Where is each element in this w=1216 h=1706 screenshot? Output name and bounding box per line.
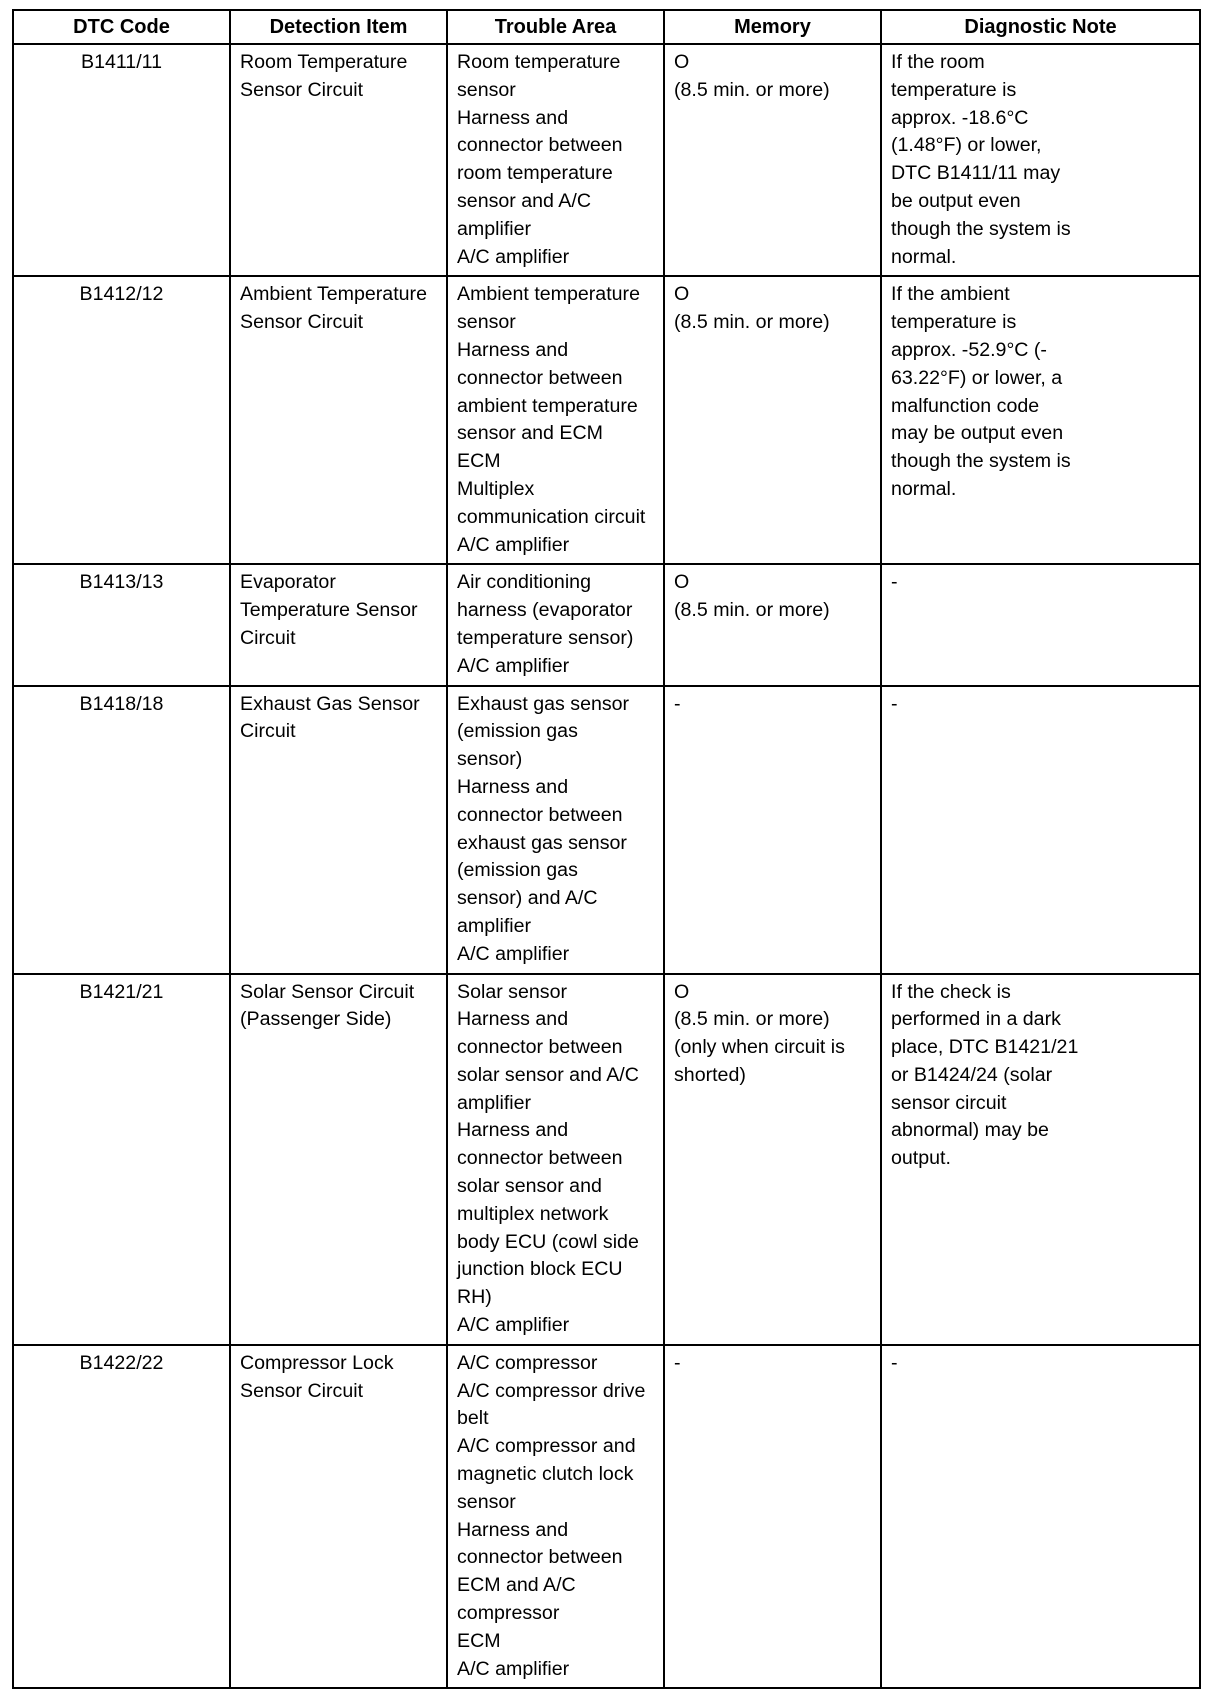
trouble-area-line: multiplex network [457, 1202, 609, 1225]
diagnostic-note-cell [881, 564, 1200, 685]
trouble-area-cell [447, 1345, 664, 1689]
trouble-area-line: temperature sensor) [457, 626, 634, 649]
table-row [13, 276, 1200, 564]
diagnostic-note-line: normal. [891, 477, 957, 500]
trouble-area-line: belt [457, 1407, 489, 1430]
diagnostic-note-line: performed in a dark [891, 1008, 1061, 1031]
trouble-area-line: A/C compressor [457, 1351, 598, 1374]
detection-item-line: Compressor Lock [240, 1351, 394, 1374]
header-memory: Memory [664, 10, 881, 44]
detection-item-line: Circuit [240, 626, 296, 649]
trouble-area-line: amplifier [457, 217, 532, 240]
trouble-area-line: sensor) [457, 748, 523, 771]
trouble-area-line: sensor [457, 1490, 516, 1513]
trouble-area-line: compressor [457, 1602, 560, 1625]
trouble-area-line: RH) [457, 1286, 492, 1309]
detection-item-line: Room Temperature [240, 51, 408, 73]
diagnostic-note-line: or B1424/24 (solar [891, 1063, 1053, 1086]
memory-cell [664, 564, 881, 685]
memory-line: O [674, 980, 690, 1003]
diagnostic-note-line: temperature is [891, 311, 1017, 334]
diagnostic-note-cell [881, 1345, 1200, 1689]
trouble-area-line: exhaust gas sensor [457, 831, 627, 854]
trouble-area-line: A/C amplifier [457, 245, 570, 268]
dtc-code-cell: B1418/18 [13, 686, 230, 974]
diagnostic-note-line: be output even [891, 189, 1021, 212]
trouble-area-line: junction block ECU [457, 1258, 623, 1281]
memory-cell [664, 44, 881, 276]
trouble-area-line: amplifier [457, 914, 532, 937]
memory-line: (8.5 min. or more) [674, 599, 830, 622]
trouble-area-line: Solar sensor [457, 980, 567, 1003]
header-trouble-area: Trouble Area [447, 10, 664, 44]
trouble-area-line: solar sensor and [457, 1175, 602, 1198]
memory-line: (8.5 min. or more) [674, 78, 830, 101]
detection-item-cell [230, 686, 447, 974]
trouble-area-line: A/C amplifier [457, 654, 570, 677]
table-row [13, 974, 1200, 1345]
diagnostic-note-line: normal. [891, 245, 957, 268]
dtc-code-cell: B1422/22 [13, 1345, 230, 1689]
trouble-area-line: Harness and [457, 1008, 569, 1031]
memory-cell [664, 974, 881, 1345]
detection-item-cell [230, 974, 447, 1345]
detection-item-line: Sensor Circuit [240, 311, 364, 334]
diagnostic-note-line: malfunction code [891, 394, 1040, 417]
diagnostic-note-cell [881, 276, 1200, 564]
header-row [13, 10, 1200, 44]
dtc-code-cell: B1411/11 [13, 44, 230, 276]
diagnostic-note-line: If the check is [891, 980, 1011, 1003]
trouble-area-line: A/C amplifier [457, 942, 570, 965]
diagnostic-note-cell [881, 974, 1200, 1345]
trouble-area-line: (emission gas [457, 720, 578, 743]
diagnostic-note-line: - [891, 692, 898, 715]
memory-cell [664, 276, 881, 564]
trouble-area-line: ECM [457, 1629, 501, 1652]
trouble-area-line: connector between [457, 1546, 623, 1569]
header-dtc-code: DTC Code [13, 10, 230, 44]
detection-item-line: Evaporator [240, 571, 336, 594]
trouble-area-line: Harness and [457, 1119, 569, 1142]
trouble-area-line: Ambient temperature [457, 283, 640, 306]
diagnostic-note-line: If the ambient [891, 283, 1010, 306]
detection-item-cell [230, 44, 447, 276]
trouble-area-line: sensor and A/C [457, 189, 591, 212]
trouble-area-line: Harness and [457, 1518, 569, 1541]
diagnostic-note-cell [881, 44, 1200, 276]
memory-line: (only when circuit is [674, 1036, 845, 1059]
detection-item-line: Temperature Sensor [240, 599, 418, 622]
diagnostic-note-line: approx. -18.6°C [891, 106, 1029, 129]
diagnostic-note-line: temperature is [891, 78, 1017, 101]
diagnostic-note-line: place, DTC B1421/21 [891, 1036, 1079, 1059]
trouble-area-line: Harness and [457, 775, 569, 798]
trouble-area-line: Harness and [457, 338, 569, 361]
trouble-area-line: sensor [457, 311, 516, 334]
memory-line: - [674, 692, 681, 715]
dtc-table [12, 9, 1201, 1689]
trouble-area-line: connector between [457, 134, 623, 157]
table-row [13, 564, 1200, 685]
memory-line: shorted) [674, 1063, 746, 1086]
trouble-area-line: room temperature [457, 162, 613, 185]
detection-item-line: Sensor Circuit [240, 1379, 364, 1402]
diagnostic-note-line: may be output even [891, 422, 1064, 445]
trouble-area-cell [447, 974, 664, 1345]
trouble-area-line: Exhaust gas sensor [457, 692, 630, 715]
memory-line: (8.5 min. or more) [674, 1008, 830, 1031]
memory-line: O [674, 571, 690, 594]
trouble-area-line: Multiplex [457, 477, 535, 500]
detection-item-cell [230, 276, 447, 564]
trouble-area-line: communication circuit [457, 505, 646, 528]
detection-item-line: (Passenger Side) [240, 1008, 392, 1031]
memory-line: - [674, 1351, 681, 1374]
trouble-area-line: solar sensor and A/C [457, 1063, 639, 1086]
header-diagnostic-note: Diagnostic Note [881, 10, 1200, 44]
trouble-area-line: Harness and [457, 106, 569, 129]
trouble-area-cell [447, 564, 664, 685]
table-body [13, 44, 1200, 1688]
diagnostic-note-line: - [891, 571, 898, 594]
trouble-area-line: body ECU (cowl side [457, 1230, 639, 1253]
trouble-area-cell [447, 44, 664, 276]
table-row [13, 686, 1200, 974]
detection-item-line: Exhaust Gas Sensor [240, 692, 420, 715]
diagnostic-note-line: - [891, 1351, 898, 1374]
detection-item-line: Circuit [240, 720, 296, 743]
detection-item-line: Sensor Circuit [240, 78, 364, 101]
trouble-area-line: connector between [457, 366, 623, 389]
trouble-area-line: ambient temperature [457, 394, 638, 417]
diagnostic-note-line: though the system is [891, 450, 1071, 473]
diagnostic-note-line: output. [891, 1147, 951, 1170]
trouble-area-line: ECM [457, 450, 501, 473]
memory-cell [664, 1345, 881, 1689]
diagnostic-note-line: approx. -52.9°C (- [891, 338, 1047, 361]
trouble-area-line: connector between [457, 1036, 623, 1059]
trouble-area-line: ECM and A/C [457, 1574, 576, 1597]
table-row [13, 44, 1200, 276]
diagnostic-note-line: 63.22°F) or lower, a [891, 366, 1063, 389]
memory-line: O [674, 51, 690, 73]
diagnostic-note-line: sensor circuit [891, 1091, 1007, 1114]
trouble-area-line: sensor and ECM [457, 422, 603, 445]
trouble-area-line: A/C amplifier [457, 1657, 570, 1680]
trouble-area-line: sensor [457, 78, 516, 101]
header-detection-item: Detection Item [230, 10, 447, 44]
memory-cell [664, 686, 881, 974]
dtc-code-cell: B1412/12 [13, 276, 230, 564]
dtc-code-cell: B1421/21 [13, 974, 230, 1345]
trouble-area-line: sensor) and A/C [457, 887, 598, 910]
trouble-area-cell [447, 276, 664, 564]
diagnostic-note-line: DTC B1411/11 may [891, 162, 1061, 185]
diagnostic-note-line: abnormal) may be [891, 1119, 1049, 1142]
detection-item-line: Ambient Temperature [240, 283, 427, 306]
detection-item-cell [230, 564, 447, 685]
trouble-area-line: connector between [457, 803, 623, 826]
trouble-area-line: A/C amplifier [457, 1314, 570, 1337]
memory-line: O [674, 283, 690, 306]
diagnostic-note-line: (1.48°F) or lower, [891, 134, 1042, 157]
memory-line: (8.5 min. or more) [674, 311, 830, 334]
detection-item-cell [230, 1345, 447, 1689]
trouble-area-line: (emission gas [457, 859, 578, 882]
detection-item-line: Solar Sensor Circuit [240, 980, 415, 1003]
diagnostic-note-line: though the system is [891, 217, 1071, 240]
trouble-area-line: harness (evaporator [457, 599, 633, 622]
trouble-area-line: A/C compressor drive [457, 1379, 646, 1402]
trouble-area-line: Room temperature [457, 51, 621, 73]
diagnostic-note-cell [881, 686, 1200, 974]
trouble-area-line: amplifier [457, 1091, 532, 1114]
trouble-area-cell [447, 686, 664, 974]
trouble-area-line: connector between [457, 1147, 623, 1170]
table-row [13, 1345, 1200, 1689]
diagnostic-note-line: If the room [891, 51, 985, 73]
dtc-code-cell: B1413/13 [13, 564, 230, 685]
trouble-area-line: Air conditioning [457, 571, 591, 594]
trouble-area-line: magnetic clutch lock [457, 1463, 634, 1486]
trouble-area-line: A/C amplifier [457, 533, 570, 556]
trouble-area-line: A/C compressor and [457, 1435, 636, 1458]
